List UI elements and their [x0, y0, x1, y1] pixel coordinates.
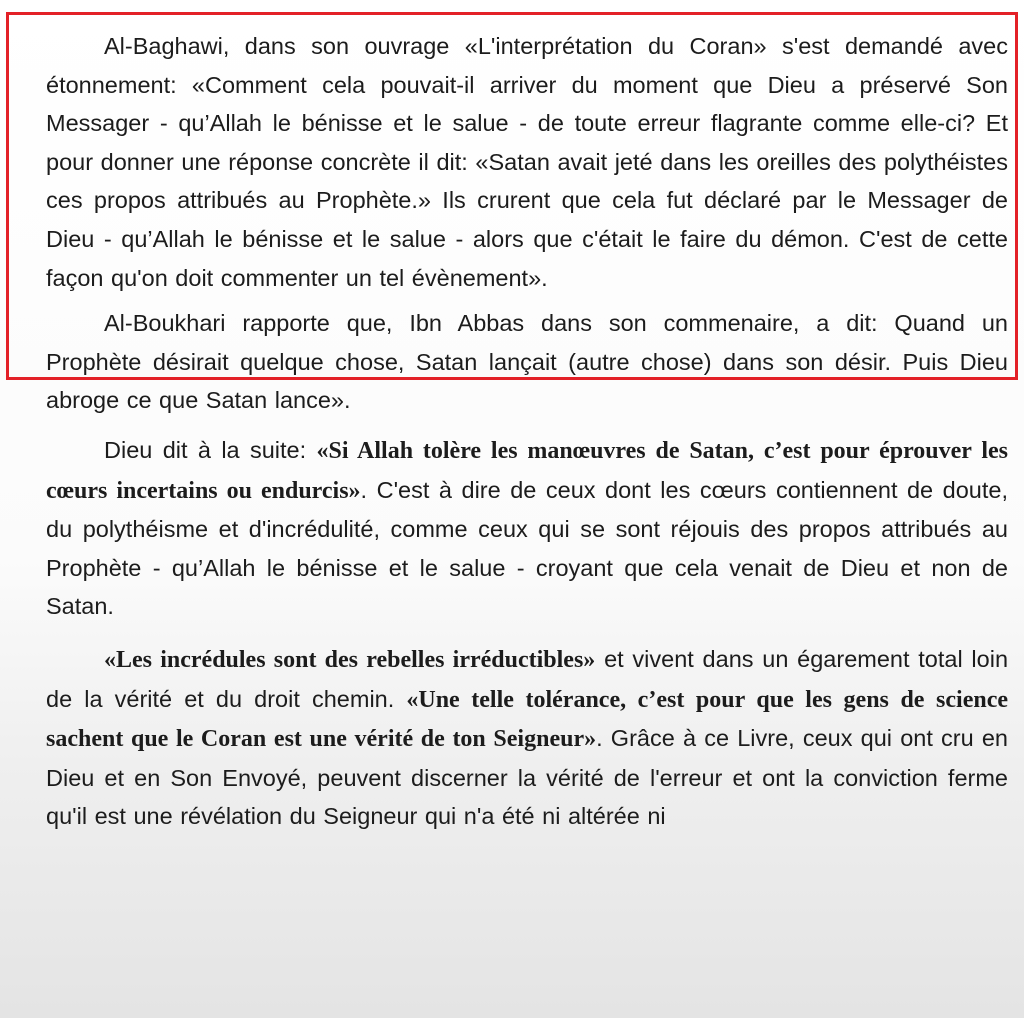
paragraph-incredules	[46, 640, 1008, 836]
paragraph-text: Al-Boukhari rapporte que, Ibn Abbas dans son commenaire, a dit: Quand un Prophète désirait quelque chose, Satan lançait (autre chose) dans son désir. Puis Dieu abroge ce que Satan lance».	[46, 310, 1008, 414]
paragraph-al-baghawi	[46, 27, 1008, 297]
quran-quote: «Si Allah tolère les manœuvres de Satan, c’est pour éprouver les cœurs incertains ou endurcis»	[46, 437, 1008, 504]
paragraph-text: Al-Baghawi, dans son ouvrage «L'interprétation du Coran» s'est demandé avec étonnement: «Comment cela pouvait-il arriver du moment que Dieu a préservé Son Messager - qu’Allah le bénisse et le salue - de toute erreur flagrante comme elle-ci? Et pour donner une réponse concrète il dit: «Satan avait jeté dans les oreilles des polythéistes ces propos attribués au Prophète.» Ils crurent que cela fut déclaré par le Messager de Dieu - qu’Allah le bénisse et le salue - alors que c'était le faire du démon. C'est de cette façon qu'on doit commenter un tel évènement».	[46, 33, 1008, 291]
paragraph-dieu-dit	[46, 431, 1008, 626]
paragraph-text: Dieu dit à la suite:	[104, 436, 317, 463]
paragraph-text: . C'est à dire de ceux dont les cœurs contiennent de doute, du polythéisme et d'incrédulité, comme ceux qui se sont réjouis des propos attribués au Prophète - qu’Allah le bénisse et le salue - croyant que cela venait de Dieu et non de Satan.	[46, 476, 1008, 620]
paragraph-al-boukhari	[46, 304, 1008, 420]
paragraph-text: et vivent dans un égarement total loin de la vérité et du droit chemin.	[46, 645, 1009, 712]
document-body	[46, 27, 1008, 836]
quran-quote: «Une telle tolérance, c’est pour que les gens de science sachent que le Coran est une vérité de ton Seigneur»	[46, 686, 1008, 753]
paragraph-text: . Grâce à ce Livre, ceux qui ont cru en Dieu et en Son Envoyé, peuvent discerner la vérité de l'erreur et ont la conviction ferme qu'il est une révélation du Seigneur qui n'a été ni altérée ni	[46, 725, 1008, 830]
quran-quote: «Les incrédules sont des rebelles irréductibles»	[104, 646, 596, 673]
